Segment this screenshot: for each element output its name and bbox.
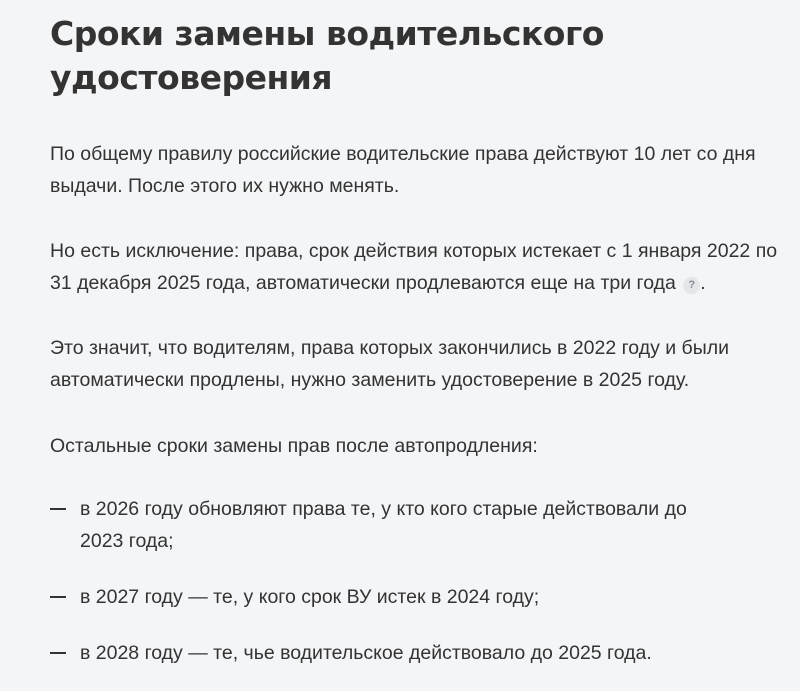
paragraph-list-intro: Остальные сроки замены прав после автопродления: xyxy=(50,435,538,457)
list-item xyxy=(50,493,770,557)
paragraph-exception-text: Но есть исключение: права, срок действия которых истекает с 1 января 2022 по 31 декабря 2025 года, автоматически продлеваются еще на три года xyxy=(50,240,778,294)
replacement-schedule-list xyxy=(50,493,770,669)
list-item xyxy=(50,581,770,613)
list-item-text: в 2026 году обновляют права те, у кто кого старые действовали до 2023 года; xyxy=(80,498,687,552)
list-item-text: в 2028 году — те, чье водительское действовало до 2025 года. xyxy=(80,642,652,664)
question-hint-icon[interactable]: ? xyxy=(683,277,700,294)
dash-bullet-icon xyxy=(50,508,66,510)
paragraph-exception xyxy=(50,235,790,299)
dash-bullet-icon xyxy=(50,652,66,654)
paragraph-general-rule: По общему правилу российские водительские права действуют 10 лет со дня выдачи. После этого их нужно менять. xyxy=(50,143,756,197)
list-item xyxy=(50,637,770,669)
article-title: Сроки замены водительского удостоверения xyxy=(50,14,604,97)
list-item-text: в 2027 году — те, у кого срок ВУ истек в 2024 году; xyxy=(80,586,540,608)
dash-bullet-icon xyxy=(50,596,66,598)
paragraph-exception-tail: . xyxy=(700,272,706,294)
paragraph-meaning: Это значит, что водителям, права которых закончились в 2022 году и были автоматически продлены, нужно заменить удостоверение в 2025 году. xyxy=(50,337,730,391)
